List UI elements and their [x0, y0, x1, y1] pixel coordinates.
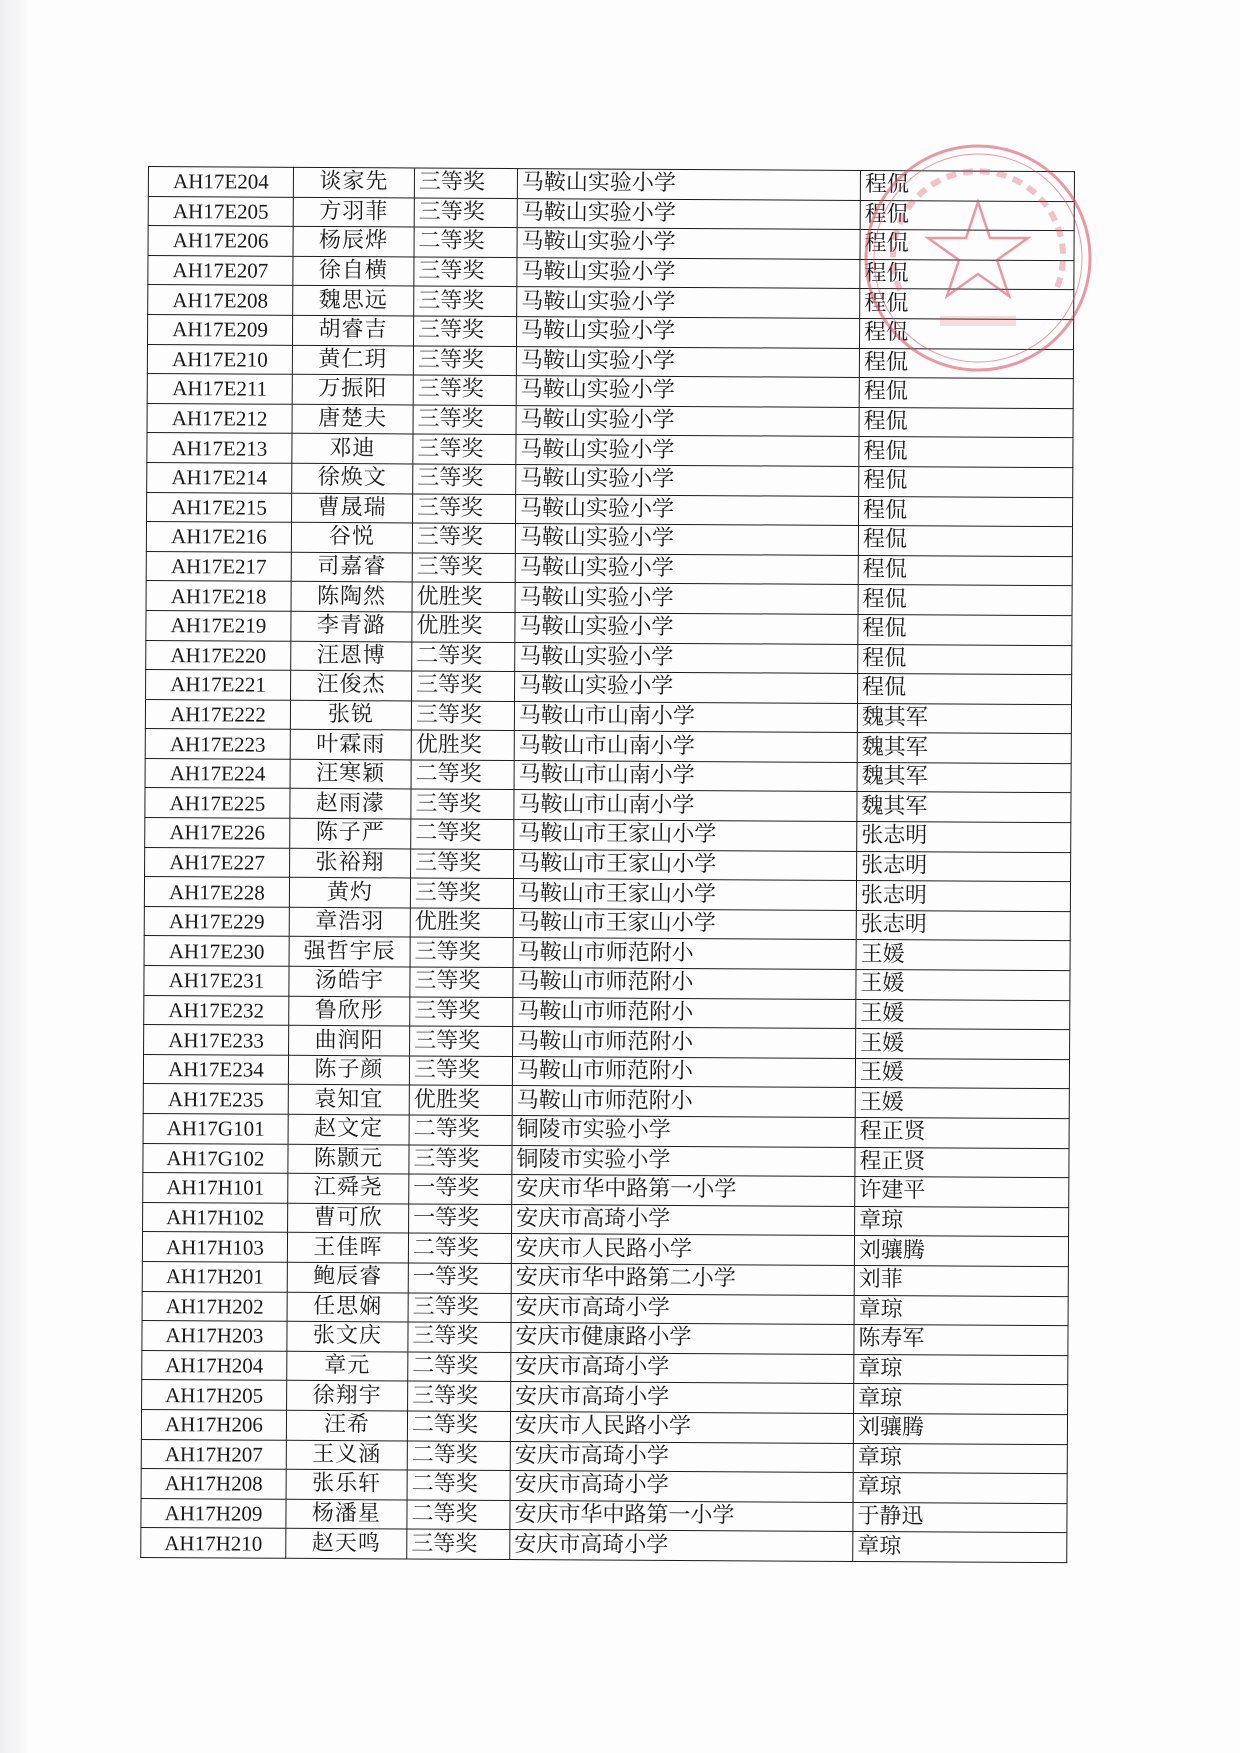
- award-level-cell: 优胜奖: [412, 612, 515, 642]
- student-name-cell: 邓迪: [292, 434, 413, 464]
- student-name-cell: 汪希: [286, 1410, 407, 1440]
- award-id-cell: AH17E229: [144, 906, 289, 936]
- school-name-cell: 马鞍山市王家山小学: [514, 820, 857, 852]
- award-level-cell: 二等奖: [408, 1233, 511, 1263]
- teacher-name-cell: 程正贤: [855, 1147, 1069, 1178]
- student-name-cell: 徐自横: [293, 256, 414, 286]
- award-level-cell: 三等奖: [413, 464, 516, 494]
- awards-table-body: [141, 167, 1075, 1563]
- student-name-cell: 唐楚夫: [292, 404, 413, 434]
- award-level-cell: 二等奖: [407, 1411, 510, 1441]
- student-name-cell: 张乐轩: [286, 1469, 407, 1499]
- award-id-cell: AH17E223: [145, 729, 290, 759]
- school-name-cell: 马鞍山市王家山小学: [514, 849, 857, 881]
- student-name-cell: 汪恩博: [291, 641, 412, 671]
- student-name-cell: 汪寒颖: [290, 759, 411, 789]
- teacher-name-cell: 章琼: [853, 1443, 1067, 1474]
- award-level-cell: 三等奖: [412, 553, 515, 583]
- teacher-name-cell: 程侃: [860, 170, 1074, 201]
- award-level-cell: 一等奖: [408, 1263, 511, 1293]
- award-id-cell: AH17E233: [144, 1025, 289, 1055]
- award-level-cell: 优胜奖: [411, 730, 514, 760]
- award-id-cell: AH17E230: [144, 936, 289, 966]
- award-level-cell: 三等奖: [408, 1381, 511, 1411]
- school-name-cell: 安庆市高琦小学: [510, 1441, 853, 1473]
- teacher-name-cell: 章琼: [854, 1354, 1068, 1385]
- school-name-cell: 马鞍山实验小学: [515, 583, 858, 615]
- award-id-cell: AH17H206: [141, 1409, 286, 1439]
- award-level-cell: 二等奖: [407, 1470, 510, 1500]
- award-id-cell: AH17H204: [142, 1350, 287, 1380]
- student-name-cell: 司嘉睿: [291, 552, 412, 582]
- table-row: [141, 1528, 1067, 1563]
- award-level-cell: 三等奖: [414, 257, 517, 287]
- award-level-cell: 三等奖: [412, 523, 515, 553]
- teacher-name-cell: 章琼: [854, 1384, 1068, 1415]
- teacher-name-cell: 程侃: [860, 289, 1074, 320]
- student-name-cell: 杨潘星: [286, 1499, 407, 1529]
- school-name-cell: 马鞍山市师范附小: [513, 1027, 856, 1059]
- student-name-cell: 汪俊杰: [291, 670, 412, 700]
- student-name-cell: 赵雨濛: [290, 789, 411, 819]
- school-name-cell: 马鞍山市山南小学: [514, 731, 857, 763]
- teacher-name-cell: 王媛: [856, 940, 1070, 971]
- school-name-cell: 安庆市高琦小学: [512, 1204, 855, 1236]
- award-id-cell: AH17E206: [148, 226, 293, 256]
- school-name-cell: 马鞍山实验小学: [517, 287, 860, 319]
- school-name-cell: 马鞍山市山南小学: [514, 701, 857, 733]
- school-name-cell: 安庆市人民路小学: [511, 1234, 854, 1266]
- student-name-cell: 任思娴: [287, 1292, 408, 1322]
- award-id-cell: AH17E209: [148, 314, 293, 344]
- award-id-cell: AH17H209: [141, 1498, 286, 1528]
- school-name-cell: 马鞍山实验小学: [516, 464, 859, 496]
- student-name-cell: 强哲宇辰: [289, 937, 410, 967]
- award-level-cell: 三等奖: [414, 168, 517, 198]
- teacher-name-cell: 程侃: [859, 348, 1073, 379]
- award-id-cell: AH17H102: [143, 1202, 288, 1232]
- student-name-cell: 曹可欣: [288, 1203, 409, 1233]
- school-name-cell: 马鞍山市王家山小学: [513, 908, 856, 940]
- teacher-name-cell: 魏其军: [857, 792, 1071, 823]
- award-level-cell: 二等奖: [411, 760, 514, 790]
- award-level-cell: 三等奖: [408, 1293, 511, 1323]
- teacher-name-cell: 程侃: [859, 407, 1073, 438]
- student-name-cell: 江舜尧: [288, 1173, 409, 1203]
- student-name-cell: 鲁欣彤: [289, 996, 410, 1026]
- school-name-cell: 马鞍山实验小学: [516, 405, 859, 437]
- teacher-name-cell: 张志明: [856, 881, 1070, 912]
- award-id-cell: AH17E216: [146, 522, 291, 552]
- teacher-name-cell: 许建平: [855, 1177, 1069, 1208]
- award-id-cell: AH17E224: [145, 758, 290, 788]
- award-id-cell: AH17E226: [145, 818, 290, 848]
- award-level-cell: 二等奖: [412, 641, 515, 671]
- award-id-cell: AH17E212: [147, 403, 292, 433]
- teacher-name-cell: 程侃: [858, 555, 1072, 586]
- teacher-name-cell: 张志明: [857, 851, 1071, 882]
- student-name-cell: 张裕翔: [290, 848, 411, 878]
- award-id-cell: AH17E222: [145, 699, 290, 729]
- award-level-cell: 三等奖: [412, 671, 515, 701]
- award-id-cell: AH17H101: [143, 1173, 288, 1203]
- teacher-name-cell: 程侃: [860, 200, 1074, 231]
- teacher-name-cell: 程侃: [858, 526, 1072, 557]
- award-level-cell: 二等奖: [408, 1352, 511, 1382]
- award-id-cell: AH17E235: [143, 1084, 288, 1114]
- school-name-cell: 马鞍山市师范附小: [513, 938, 856, 970]
- school-name-cell: 安庆市人民路小学: [510, 1411, 853, 1443]
- school-name-cell: 铜陵市实验小学: [512, 1116, 855, 1148]
- student-name-cell: 魏思远: [293, 286, 414, 316]
- award-id-cell: AH17H203: [142, 1321, 287, 1351]
- award-id-cell: AH17H201: [142, 1261, 287, 1291]
- award-level-cell: 三等奖: [410, 997, 513, 1027]
- scan-edge-shadow: [0, 0, 28, 1753]
- school-name-cell: 马鞍山市师范附小: [512, 1086, 855, 1118]
- teacher-name-cell: 王媛: [856, 969, 1070, 1000]
- award-id-cell: AH17G101: [143, 1113, 288, 1143]
- student-name-cell: 袁知宜: [288, 1085, 409, 1115]
- teacher-name-cell: 程侃: [858, 614, 1072, 645]
- teacher-name-cell: 程侃: [860, 230, 1074, 261]
- teacher-name-cell: 章琼: [853, 1473, 1067, 1504]
- school-name-cell: 马鞍山实验小学: [515, 672, 858, 704]
- student-name-cell: 章浩羽: [289, 907, 410, 937]
- award-id-cell: AH17H210: [141, 1528, 286, 1558]
- award-level-cell: 二等奖: [411, 819, 514, 849]
- award-id-cell: AH17E234: [143, 1054, 288, 1084]
- award-id-cell: AH17E217: [146, 551, 291, 581]
- teacher-name-cell: 王媛: [856, 1029, 1070, 1060]
- school-name-cell: 马鞍山市师范附小: [513, 997, 856, 1029]
- award-id-cell: AH17E211: [147, 374, 292, 404]
- school-name-cell: 安庆市高琦小学: [511, 1352, 854, 1384]
- award-level-cell: 二等奖: [414, 227, 517, 257]
- teacher-name-cell: 王媛: [855, 1058, 1069, 1089]
- award-id-cell: AH17E207: [148, 255, 293, 285]
- award-level-cell: 三等奖: [410, 967, 513, 997]
- student-name-cell: 叶霖雨: [290, 730, 411, 760]
- award-level-cell: 三等奖: [409, 1145, 512, 1175]
- award-id-cell: AH17E218: [146, 581, 291, 611]
- award-level-cell: 三等奖: [413, 346, 516, 376]
- award-level-cell: 三等奖: [409, 1056, 512, 1086]
- school-name-cell: 马鞍山市王家山小学: [513, 879, 856, 911]
- school-name-cell: 马鞍山实验小学: [515, 642, 858, 674]
- student-name-cell: 曲润阳: [289, 1026, 410, 1056]
- student-name-cell: 谈家先: [293, 167, 414, 197]
- award-id-cell: AH17H205: [142, 1380, 287, 1410]
- school-name-cell: 马鞍山实验小学: [517, 169, 860, 201]
- student-name-cell: 鲍辰睿: [287, 1262, 408, 1292]
- award-level-cell: 三等奖: [413, 494, 516, 524]
- teacher-name-cell: 程侃: [858, 644, 1072, 675]
- award-level-cell: 优胜奖: [409, 1085, 512, 1115]
- award-level-cell: 三等奖: [410, 1026, 513, 1056]
- teacher-name-cell: 章琼: [853, 1532, 1067, 1563]
- school-name-cell: 马鞍山实验小学: [516, 435, 859, 467]
- teacher-name-cell: 刘骧腾: [854, 1236, 1068, 1267]
- teacher-name-cell: 刘骧腾: [853, 1413, 1067, 1444]
- school-name-cell: 马鞍山市师范附小: [512, 1056, 855, 1088]
- school-name-cell: 马鞍山实验小学: [517, 257, 860, 289]
- student-name-cell: 王义涵: [286, 1440, 407, 1470]
- student-name-cell: 张文庆: [287, 1321, 408, 1351]
- award-id-cell: AH17E221: [146, 670, 291, 700]
- teacher-name-cell: 程侃: [859, 378, 1073, 409]
- award-id-cell: AH17E215: [147, 492, 292, 522]
- award-level-cell: 三等奖: [410, 937, 513, 967]
- award-id-cell: AH17E210: [147, 344, 292, 374]
- student-name-cell: 胡睿吉: [293, 315, 414, 345]
- student-name-cell: 陈陶然: [291, 582, 412, 612]
- teacher-name-cell: 张志明: [856, 910, 1070, 941]
- award-level-cell: 三等奖: [411, 849, 514, 879]
- school-name-cell: 马鞍山实验小学: [516, 376, 859, 408]
- teacher-name-cell: 王媛: [855, 1088, 1069, 1119]
- student-name-cell: 曹晟瑞: [292, 493, 413, 523]
- teacher-name-cell: 刘菲: [854, 1265, 1068, 1296]
- school-name-cell: 安庆市高琦小学: [510, 1530, 853, 1562]
- school-name-cell: 马鞍山市师范附小: [513, 968, 856, 1000]
- award-id-cell: AH17E208: [148, 285, 293, 315]
- school-name-cell: 安庆市华中路第二小学: [511, 1264, 854, 1296]
- award-id-cell: AH17E220: [146, 640, 291, 670]
- award-id-cell: AH17E231: [144, 966, 289, 996]
- student-name-cell: 杨辰烨: [293, 226, 414, 256]
- school-name-cell: 安庆市华中路第一小学: [510, 1500, 853, 1532]
- awards-table: [140, 166, 1075, 1563]
- award-id-cell: AH17E219: [146, 610, 291, 640]
- school-name-cell: 马鞍山市山南小学: [514, 790, 857, 822]
- teacher-name-cell: 章琼: [854, 1295, 1068, 1326]
- award-level-cell: 优胜奖: [412, 582, 515, 612]
- school-name-cell: 安庆市高琦小学: [511, 1382, 854, 1414]
- award-id-cell: AH17E213: [147, 433, 292, 463]
- student-name-cell: 徐翔宇: [287, 1381, 408, 1411]
- award-level-cell: 三等奖: [410, 878, 513, 908]
- award-level-cell: 三等奖: [411, 701, 514, 731]
- award-level-cell: 二等奖: [409, 1115, 512, 1145]
- student-name-cell: 方羽菲: [293, 197, 414, 227]
- award-level-cell: 一等奖: [409, 1174, 512, 1204]
- student-name-cell: 李青潞: [291, 611, 412, 641]
- student-name-cell: 王佳晖: [287, 1233, 408, 1263]
- school-name-cell: 马鞍山实验小学: [515, 524, 858, 556]
- student-name-cell: 陈颢元: [288, 1144, 409, 1174]
- award-level-cell: 三等奖: [413, 405, 516, 435]
- teacher-name-cell: 王媛: [856, 999, 1070, 1030]
- award-level-cell: 三等奖: [407, 1529, 510, 1559]
- award-level-cell: 三等奖: [414, 198, 517, 228]
- school-name-cell: 马鞍山实验小学: [516, 346, 859, 378]
- student-name-cell: 汤皓宇: [289, 966, 410, 996]
- school-name-cell: 马鞍山实验小学: [517, 228, 860, 260]
- school-name-cell: 安庆市高琦小学: [511, 1293, 854, 1325]
- school-name-cell: 马鞍山实验小学: [515, 612, 858, 644]
- student-name-cell: 陈子颜: [288, 1055, 409, 1085]
- award-level-cell: 三等奖: [414, 286, 517, 316]
- school-name-cell: 马鞍山实验小学: [516, 494, 859, 526]
- school-name-cell: 安庆市高琦小学: [510, 1471, 853, 1503]
- award-level-cell: 一等奖: [409, 1204, 512, 1234]
- school-name-cell: 铜陵市实验小学: [512, 1145, 855, 1177]
- teacher-name-cell: 陈寿军: [854, 1325, 1068, 1356]
- award-id-cell: AH17H207: [141, 1439, 286, 1469]
- award-level-cell: 三等奖: [414, 316, 517, 346]
- teacher-name-cell: 程侃: [858, 585, 1072, 616]
- student-name-cell: 黄灼: [289, 878, 410, 908]
- award-id-cell: AH17H202: [142, 1291, 287, 1321]
- student-name-cell: 陈子严: [290, 818, 411, 848]
- student-name-cell: 徐焕文: [292, 463, 413, 493]
- award-id-cell: AH17E232: [144, 995, 289, 1025]
- teacher-name-cell: 于静迅: [853, 1502, 1067, 1533]
- teacher-name-cell: 程正贤: [855, 1117, 1069, 1148]
- award-level-cell: 三等奖: [408, 1322, 511, 1352]
- award-id-cell: AH17E227: [145, 847, 290, 877]
- student-name-cell: 章元: [287, 1351, 408, 1381]
- student-name-cell: 张锐: [290, 700, 411, 730]
- teacher-name-cell: 章琼: [855, 1206, 1069, 1237]
- award-level-cell: 三等奖: [413, 375, 516, 405]
- student-name-cell: 谷悦: [291, 522, 412, 552]
- teacher-name-cell: 程侃: [859, 496, 1073, 527]
- student-name-cell: 黄仁玥: [292, 345, 413, 375]
- teacher-name-cell: 魏其军: [857, 703, 1071, 734]
- award-id-cell: AH17H208: [141, 1469, 286, 1499]
- teacher-name-cell: 程侃: [858, 674, 1072, 705]
- award-id-cell: AH17H103: [142, 1232, 287, 1262]
- student-name-cell: 赵天鸣: [286, 1529, 407, 1559]
- school-name-cell: 马鞍山实验小学: [516, 317, 859, 349]
- student-name-cell: 万振阳: [292, 374, 413, 404]
- award-id-cell: AH17E214: [147, 462, 292, 492]
- award-level-cell: 二等奖: [407, 1500, 510, 1530]
- award-id-cell: AH17E225: [145, 788, 290, 818]
- teacher-name-cell: 魏其军: [857, 733, 1071, 764]
- award-level-cell: 三等奖: [413, 434, 516, 464]
- award-id-cell: AH17E204: [148, 167, 293, 197]
- school-name-cell: 马鞍山市山南小学: [514, 760, 857, 792]
- school-name-cell: 安庆市华中路第一小学: [512, 1175, 855, 1207]
- teacher-name-cell: 程侃: [859, 318, 1073, 349]
- student-name-cell: 赵文定: [288, 1114, 409, 1144]
- award-id-cell: AH17E205: [148, 196, 293, 226]
- school-name-cell: 安庆市健康路小学: [511, 1323, 854, 1355]
- teacher-name-cell: 程侃: [859, 437, 1073, 468]
- teacher-name-cell: 张志明: [857, 822, 1071, 853]
- teacher-name-cell: 程侃: [859, 466, 1073, 497]
- award-level-cell: 三等奖: [411, 789, 514, 819]
- teacher-name-cell: 魏其军: [857, 762, 1071, 793]
- school-name-cell: 马鞍山实验小学: [517, 198, 860, 230]
- teacher-name-cell: 程侃: [860, 259, 1074, 290]
- school-name-cell: 马鞍山实验小学: [515, 553, 858, 585]
- award-id-cell: AH17G102: [143, 1143, 288, 1173]
- award-level-cell: 二等奖: [407, 1440, 510, 1470]
- award-id-cell: AH17E228: [144, 877, 289, 907]
- award-level-cell: 优胜奖: [410, 908, 513, 938]
